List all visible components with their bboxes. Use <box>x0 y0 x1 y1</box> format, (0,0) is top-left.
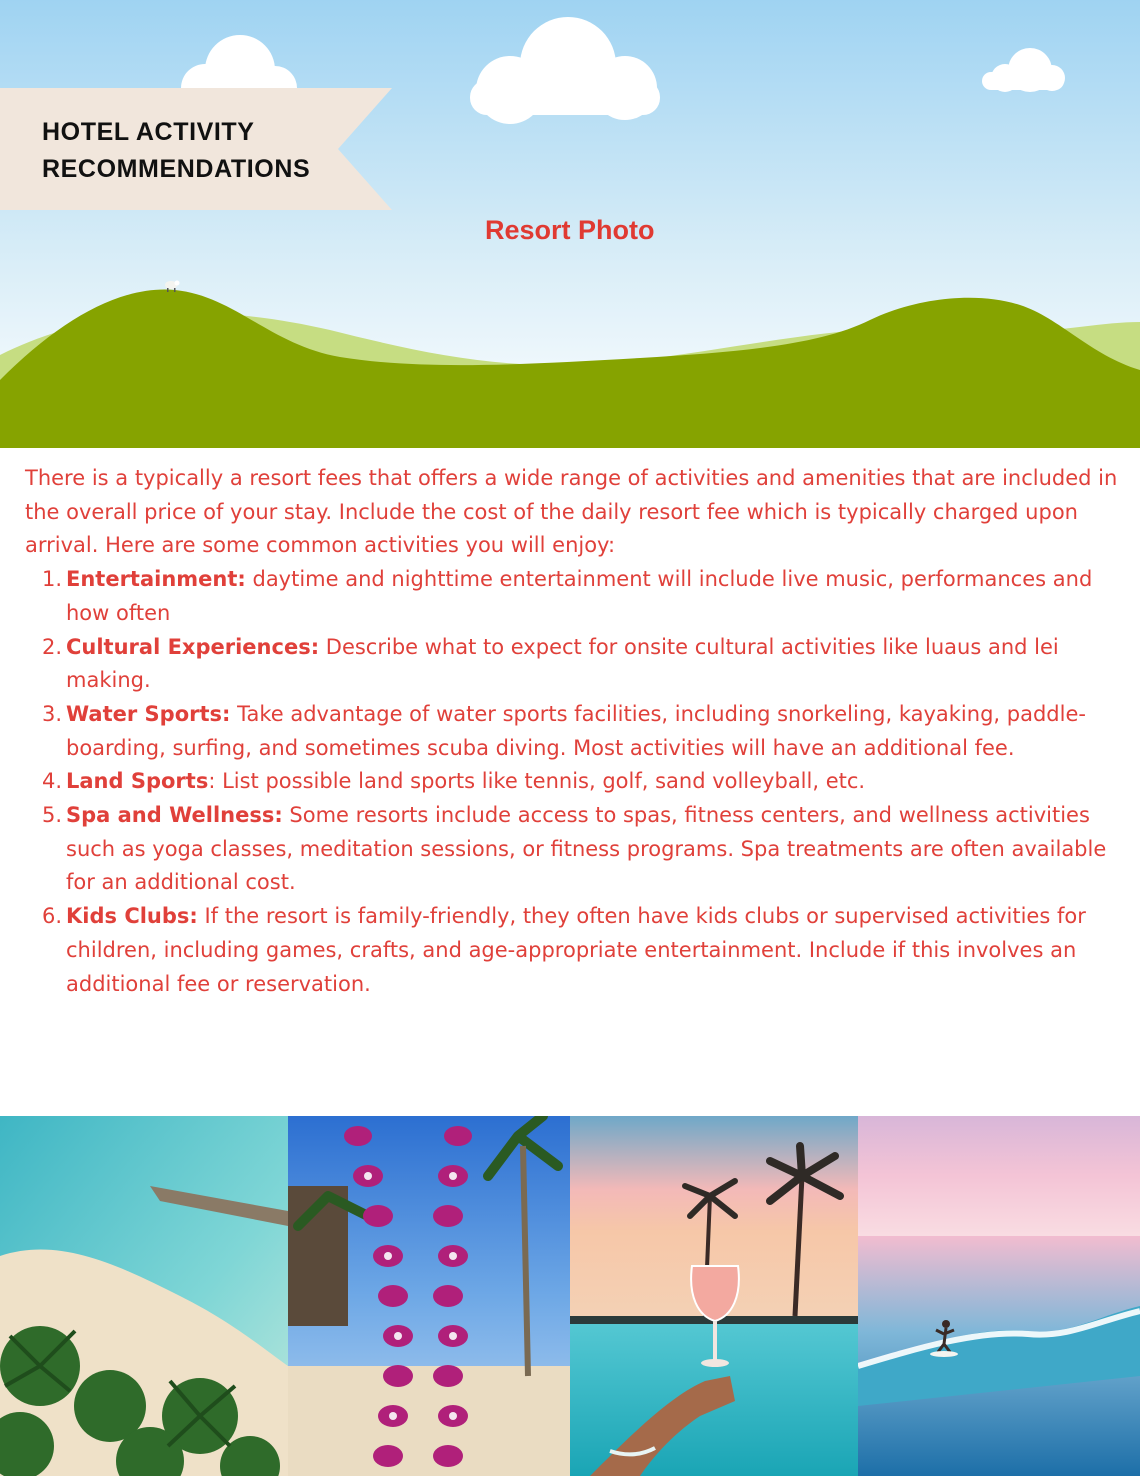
hero-illustration <box>0 0 1140 448</box>
item-text: Some resorts include access to spas, fitness centers, and wellness activities such as yoga classes, meditation sessions, or fitness programs. Spa treatments are often available for an additional cost. <box>66 803 1107 895</box>
lei-photo <box>288 1116 570 1476</box>
activities-section <box>25 462 1120 1001</box>
item-label: Cultural Experiences: <box>66 634 320 659</box>
activity-item <box>25 698 1120 765</box>
item-text: Take advantage of water sports facilities, including snorkeling, kayaking, paddle-boarding, surfing, and sometimes scuba diving. Most activities will have an additional fee. <box>66 701 1086 760</box>
item-label: Spa and Wellness: <box>66 803 283 828</box>
resort-photo-caption: Resort Photo <box>485 215 655 245</box>
intro-paragraph: There is a typically a resort fees that offers a wide range of activities and amenities that are included in the overall price of your stay. Include the cost of the daily resort fee which is typically charged upon arrival. Here are some common activities you will enjoy: <box>25 466 1118 558</box>
activity-list <box>25 563 1120 1001</box>
item-number: 4. <box>41 769 62 794</box>
activity-item <box>25 563 1120 630</box>
title-line-1: HOTEL ACTIVITY <box>42 118 255 146</box>
item-label: Land Sports <box>66 769 209 794</box>
item-text: daytime and nighttime entertainment will include live music, performances and how often <box>66 567 1093 625</box>
item-text: : List possible land sports like tennis, golf, sand volleyball, etc. <box>208 769 866 794</box>
page-title <box>42 114 310 188</box>
beach-aerial-photo <box>0 1116 288 1476</box>
activity-item <box>25 765 1120 799</box>
item-label: Kids Clubs: <box>66 904 198 929</box>
item-label: Entertainment: <box>66 567 246 592</box>
item-number: 5. <box>41 803 62 828</box>
item-number: 1. <box>41 567 62 592</box>
photo-strip <box>0 1116 1140 1476</box>
item-number: 3. <box>41 701 62 726</box>
activity-item <box>25 900 1120 1001</box>
item-number: 6. <box>41 904 62 929</box>
title-line-2: RECOMMENDATIONS <box>42 155 311 183</box>
item-text: If the resort is family-friendly, they often have kids clubs or supervised activities for children, including games, crafts, and age-appropriate entertainment. Include if this involves an additional fee or reservation. <box>66 904 1086 996</box>
item-text: Describe what to expect for onsite cultural activities like luaus and lei making. <box>66 634 1059 693</box>
item-label: Water Sports: <box>66 701 231 726</box>
activity-item <box>25 631 1120 698</box>
surfing-photo <box>858 1116 1140 1476</box>
sunset-pool-photo <box>570 1116 858 1476</box>
activity-item <box>25 799 1120 900</box>
item-number: 2. <box>41 634 62 659</box>
